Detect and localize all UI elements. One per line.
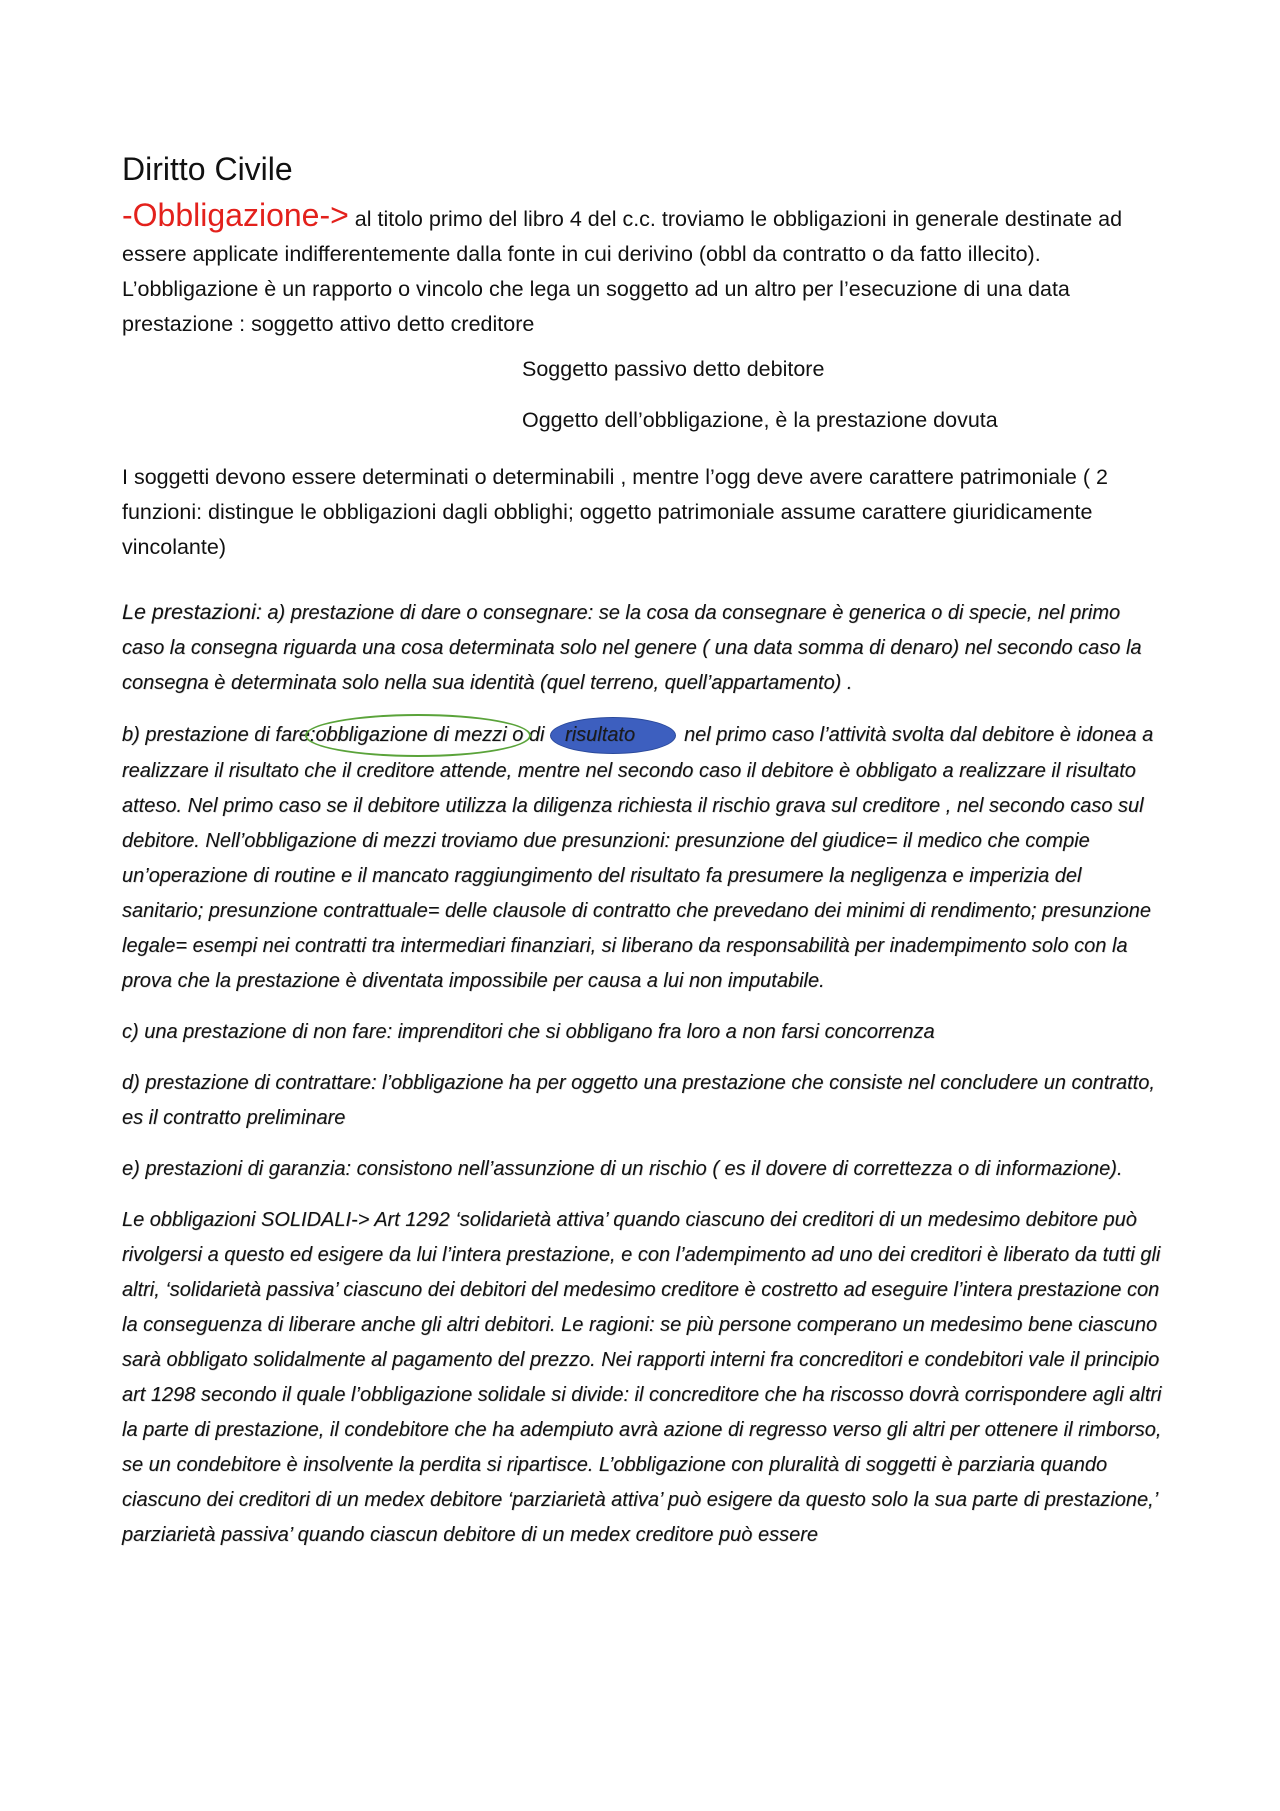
obbligazione-text: al titolo primo del libro 4 del c.c. troviamo le obbligazioni in generale destinate ad essere applicate indifferentemente dalla fonte in cui derivino (obbl da contratto o da fatto illecito). L’obbligazione è un rapporto o vincolo che lega un soggetto ad un altro per l’esecuzione di una data prestazione : soggetto attivo detto creditore: [122, 207, 1123, 337]
document-page: [122, 150, 1164, 1553]
indent-line-passivo: Soggetto passivo detto debitore: [522, 357, 825, 382]
prestazione-a-text: a) prestazione di dare o consegnare: se la cosa da consegnare è generica o di specie, nel primo caso la consegna riguarda una cosa determinata solo nel genere ( una data somma di denaro) nel secondo caso la consegna è determinata solo nella sua identità (quel terreno, quell’appartamento) .: [122, 602, 1142, 695]
prestazione-b-rest: nel primo caso l’attività svolta dal debitore è idonea a realizzare il risultato che il creditore attende, mentre nel secondo caso il debitore è obbligato a realizzare il risultato atteso. Nel primo caso se il debitore utilizza la diligenza richiesta il rischio grava sul creditore , nel secondo caso sul debitore. Nell’obbligazione di mezzi troviamo due presunzioni: presunzione del giudice= il medico che compie un’operazione di routine e il mancato raggiungimento del risultato fa presumere la negligenza e imperizia del sanitario; presunzione contrattuale= delle clausole di contratto che prevedano dei minimi di rendimento; presunzione legale= esempi nei contratti tra intermediari finanziari, si liberano da responsabilità per inadempimento solo con la prova che la prestazione è diventata impossibile per causa a lui non imputabile.: [122, 724, 1154, 993]
prestazioni-lead: Le prestazioni:: [122, 600, 262, 625]
prestazione-e-paragraph: e) prestazioni di garanzia: consistono nell’assunzione di un rischio ( es il dovere di correttezza o di informazione).: [122, 1158, 1123, 1181]
indent-line-oggetto: Oggetto dell’obbligazione, è la prestazione dovuta: [522, 408, 998, 433]
circled-annotation: obbligazione di mezzi o: [315, 718, 523, 753]
soggetti-paragraph: I soggetti devono essere determinati o determinabili , mentre l’ogg deve avere carattere patrimoniale ( 2 funzioni: distingue le obbligazioni dagli obblighi; oggetto patrimoniale assume carattere giuridicamente vincolante): [122, 465, 1108, 560]
prestazione-b-di: di: [523, 724, 545, 747]
prestazione-d-paragraph: d) prestazione di contrattare: l’obbligazione ha per oggetto una prestazione che consiste nel concludere un contratto, es il contratto preliminare: [122, 1072, 1155, 1130]
prestazione-a-paragraph: [122, 595, 1164, 701]
solidali-paragraph: Le obbligazioni SOLIDALI-> Art 1292 ‘solidarietà attiva’ quando ciascuno dei creditori di un medesimo debitore può rivolgersi a questo ed esigere da lui l’intera prestazione, e con l’adempimento ad uno dei creditori è liberato da tutti gli altri, ‘solidarietà passiva’ ciascuno dei debitori del medesimo creditore è costretto ad eseguire l’intera prestazione con la conseguenza di liberare anche gli altri debitori. Le ragioni: se più persone comperano un medesimo bene ciascuno sarà obbligato solidalmente al pagamento del prezzo. Nei rapporti interni fra concreditori e condebitori vale il principio art 1298 secondo il quale l’obbligazione solidale si divide: il concreditore che ha riscosso dovrà corrispondere agli altri la parte di prestazione, il condebitore che ha adempiuto avrà azione di regresso verso gli altri per ottenere il rimborso, se un condebitore è insolvente la perdita si ripartisce. L’obbligazione con pluralità di soggetti è parziaria quando ciascuno dei creditori di un medex debitore ‘parziarietà attiva’ può esigere da questo solo la sua parte di prestazione,’ parziarietà passiva’ quando ciascun debitore di un medex creditore può essere: [122, 1209, 1162, 1547]
prestazione-c-paragraph: c) una prestazione di non fare: imprenditori che si obbligano fra loro a non farsi concorrenza: [122, 1021, 935, 1044]
obbligazione-heading: -Obbligazione->: [122, 197, 349, 234]
prestazione-b-start: b) prestazione di fare:: [122, 724, 316, 747]
prestazione-b-paragraph: [122, 717, 1164, 999]
page-title: Diritto Civile: [122, 151, 293, 187]
blue-highlight-annotation: risultato: [550, 717, 676, 754]
obbligazione-paragraph: [122, 198, 1164, 342]
